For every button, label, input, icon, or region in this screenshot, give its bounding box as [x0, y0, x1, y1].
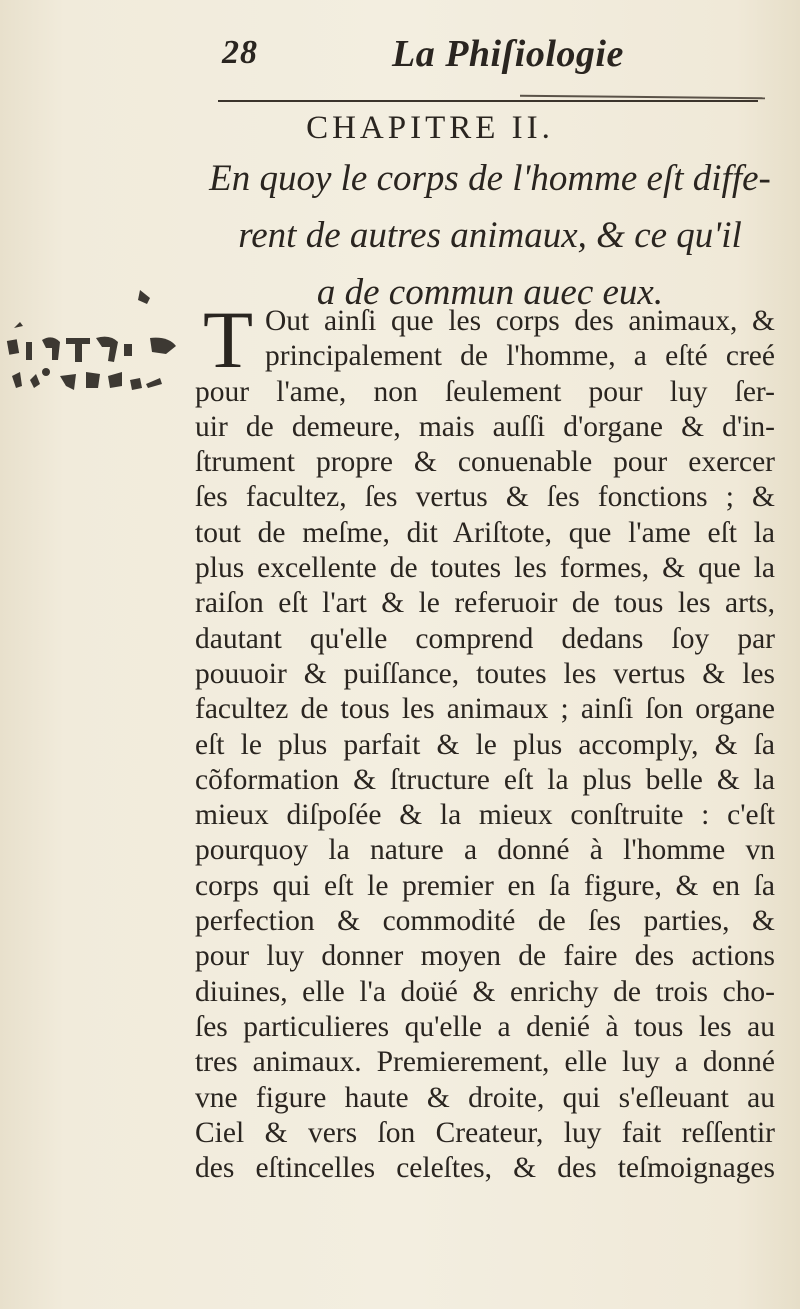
text-line: facultez de tous les animaux ; ainſi ſon organe — [195, 693, 775, 726]
text-line: perfection & commodité de ſes parties, & — [195, 905, 775, 938]
text-line: pour luy donner moyen de faire des actions — [195, 940, 775, 973]
text-line: pouuoir & puiſſance, toutes les vertus & les — [195, 657, 775, 690]
text-line: ſes facultez, ſes vertus & ſes fonctions ; & — [195, 481, 775, 514]
chapter-title — [200, 150, 780, 321]
text-line: Ciel & vers ſon Createur, luy fait reſſentir — [195, 1116, 775, 1149]
chapter-title-line: En quoy le corps de l'homme eſt diffe- — [209, 158, 771, 199]
text-line: eſt le plus parfait & le plus accomply, & ſa — [195, 728, 775, 761]
text-line: des eſtincelles celeſtes, & des teſmoignages — [195, 1152, 775, 1185]
text-line: ſtrument propre & conuenable pour exercer — [195, 446, 775, 479]
body-text — [195, 294, 775, 1186]
running-title: La Phiſiologie — [392, 33, 624, 75]
chapter-title-line: rent de autres animaux, & ce qu'il — [238, 215, 742, 256]
text-line: raiſon eſt l'art & le referuoir de tous les arts, — [195, 587, 775, 620]
text-line: vne figure haute & droite, qui s'eſleuant au — [195, 1081, 775, 1114]
text-line: diuines, elle l'a doüé & enrichy de trois cho- — [195, 975, 775, 1008]
text-line: tres animaux. Premierement, elle luy a donné — [195, 1046, 775, 1079]
text-line: dautant qu'elle comprend dedans ſoy par — [195, 622, 775, 655]
running-head — [0, 28, 800, 88]
chapter-title-line: a de commun auec eux. — [316, 272, 664, 313]
text-line: plus excellente de toutes les formes, & que la — [195, 552, 775, 585]
text-line: pourquoy la nature a donné à l'homme vn — [195, 834, 775, 867]
header-rule-overlap — [520, 95, 765, 100]
text-line: mieux diſpoſée & la mieux conſtruite : c'eſt — [195, 799, 775, 832]
text-line: cõformation & ſtructure eſt la plus belle & la — [195, 763, 775, 796]
text-line: uir de demeure, mais auſſi d'organe & d'in- — [195, 410, 775, 443]
header-rule — [218, 100, 758, 102]
chapter-label: CHAPITRE II. — [306, 110, 554, 146]
text-line: Out ainſi que les corps des animaux, & — [265, 305, 775, 337]
text-line: tout de meſme, dit Ariſtote, que l'ame eſt la — [195, 516, 775, 549]
text-line: pour l'ame, non ſeulement pour luy ſer- — [195, 375, 775, 408]
text-line: principalement de l'homme, a eſté creé — [265, 340, 775, 373]
text-line: corps qui eſt le premier en ſa figure, & en ſa — [195, 869, 775, 902]
text-line: ſes particulieres qu'elle a denié à tous les au — [195, 1010, 775, 1043]
drop-cap: T — [203, 294, 254, 385]
page-number: 28 — [222, 34, 258, 71]
margin-ink-stamp — [0, 280, 200, 400]
